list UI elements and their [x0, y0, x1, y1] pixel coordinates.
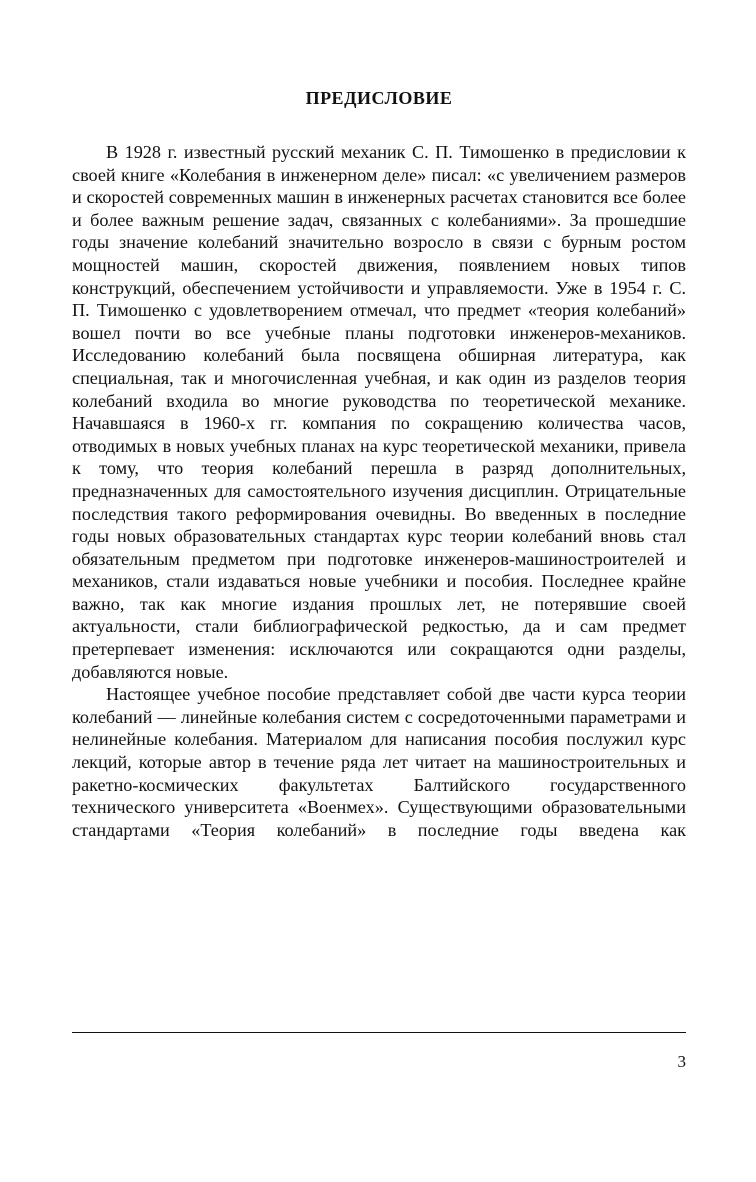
page-number: 3: [677, 1052, 686, 1071]
paragraph-2: Настоящее учебное пособие представляет собой две части курса теории колебаний — линейные колебания систем с сосредоточенными параметрами и нелинейные колебания. Материалом для написания пособия послужил курс лекций, которые автор в течение ряда лет читает на машиностроительных и ракетно-космических факультетах Балтийского государственного технического университета «Военмех». Существующими образовательными стандартами «Теория колебаний» в последние годы введена как: [72, 684, 686, 840]
paragraph-1: В 1928 г. известный русский механик С. П. Тимошенко в предисловии к своей книге «Колебания в инженерном деле» писал: «с увеличением размеров и скоростей современных машин в инженерных расчетах становится все более и более важным решение задач, связанных с колебаниями». За прошедшие годы значение колебаний значительно возросло в связи с бурным ростом мощностей машин, скоростей движения, появлением новых типов конструкций, обеспечением устойчивости и управляемости. Уже в 1954 г. С. П. Тимошенко с удовлетворением отмечал, что предмет «теория колебаний» вошел почти во все учебные планы подготовки инженеров-механиков. Исследованию колебаний была посвящена обширная литература, как специальная, так и многочисленная учебная, и как один из разделов теория колебаний входила во многие руководства по теоретической механике. Начавшаяся в 1960-х гг. компания по сокращению количества часов, отводимых в новых учебных планах на курс теоретической механики, привела к тому, что теория колебаний перешла в разряд дополнительных, предназначенных для самостоятельного изучения дисциплин. Отрицательные последствия такого реформирования очевидны. Во введенных в последние годы новых образовательных стандартах курс теории колебаний вновь стал обязательным предметом при подготовке инженеров-машиностроителей и механиков, стали издаваться новые учебники и пособия. Последнее крайне важно, так как многие издания прошлых лет, не потерявшие своей актуальности, стали библиографической редкостью, да и сам предмет претерпевает изменения: исключаются или сокращаются одни разделы, добавляются новые.: [72, 142, 686, 682]
section-heading: ПРЕДИСЛОВИЕ: [305, 88, 453, 108]
footer-rule: [72, 1032, 686, 1033]
page-body: [72, 88, 686, 841]
